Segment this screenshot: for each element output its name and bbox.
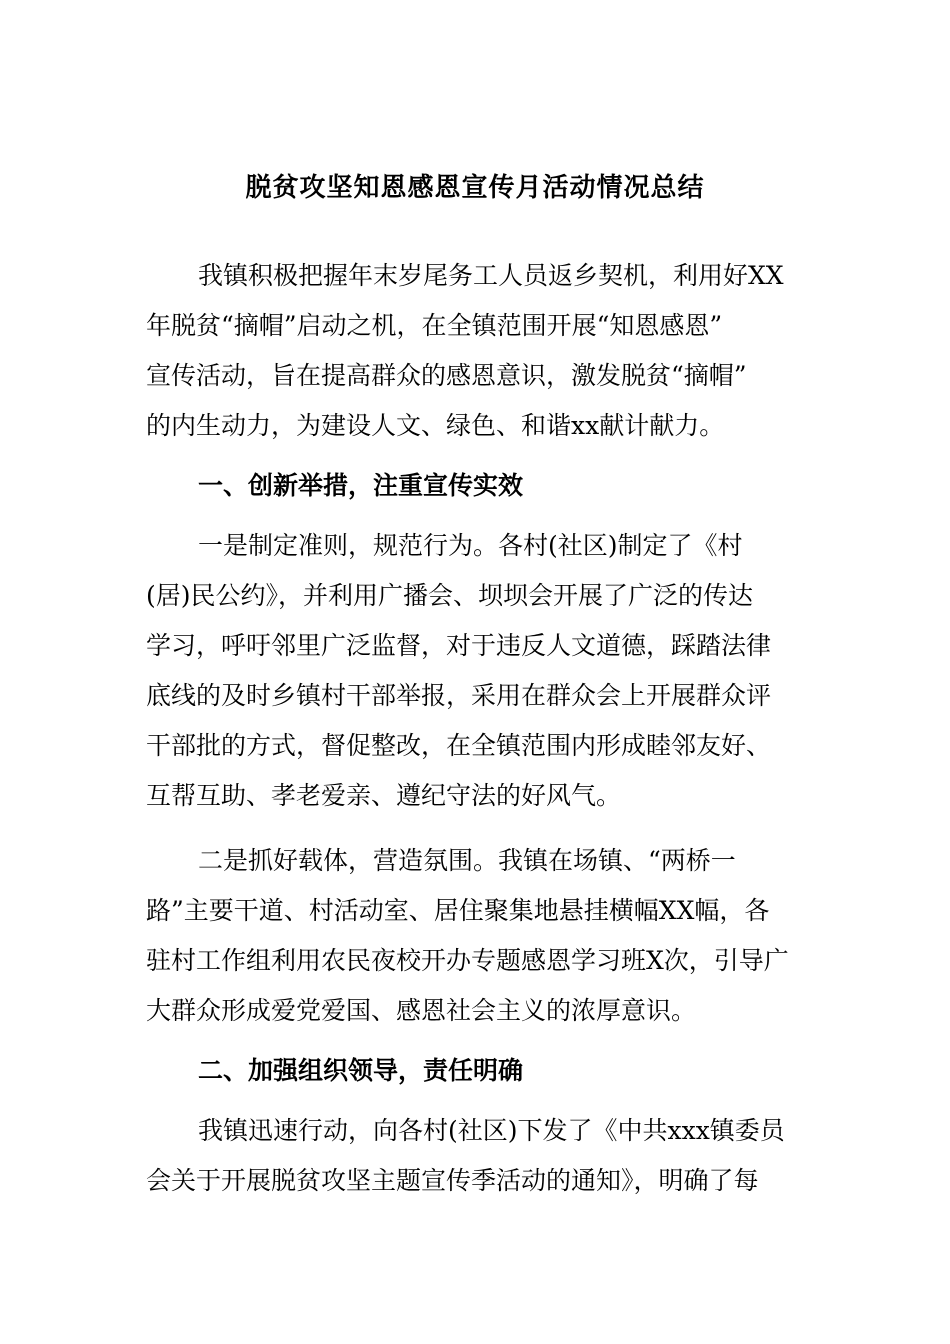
paragraph-line: 年脱贫“摘帽”启动之机，在全镇范围开展“知恩感恩” (146, 311, 723, 340)
paragraph-line: 一是制定准则，规范行为。各村(社区)制定了《村 (198, 531, 743, 560)
paragraph-line: 干部批的方式，督促整改，在全镇范围内形成睦邻友好、 (146, 731, 772, 760)
paragraph-line: 互帮互助、孝老爱亲、遵纪守法的好风气。 (146, 781, 622, 810)
paragraph-line: 驻村工作组利用农民夜校开办专题感恩学习班X次，引导广 (146, 946, 789, 975)
paragraph-line: 的内生动力，为建设人文、绿色、和谐xx献计献力。 (146, 411, 725, 440)
paragraph-line: 二是抓好载体，营造氛围。我镇在场镇、“两桥一 (198, 846, 736, 875)
document-title: 脱贫攻坚知恩感恩宣传月活动情况总结 (245, 173, 705, 203)
paragraph-line: 底线的及时乡镇村干部举报，采用在群众会上开展群众评 (146, 681, 772, 710)
paragraph-line: 会关于开展脱贫攻坚主题宣传季活动的通知》，明确了每 (146, 1166, 759, 1195)
paragraph-line: 我镇迅速行动，向各村(社区)下发了《中共xxx镇委员 (198, 1116, 785, 1145)
paragraph-line: 路”主要干道、村活动室、居住聚集地悬挂横幅XX幅，各 (146, 896, 770, 925)
paragraph-line: (居)民公约》，并利用广播会、坝坝会开展了广泛的传达 (146, 581, 754, 610)
paragraph-line: 学习，呼吁邻里广泛监督，对于违反人文道德，踩踏法律 (146, 631, 772, 660)
paragraph-line: 我镇积极把握年末岁尾务工人员返乡契机，利用好XX (198, 261, 784, 290)
section-heading: 二、加强组织领导，责任明确 (198, 1056, 524, 1085)
paragraph-line: 宣传活动，旨在提高群众的感恩意识，激发脱贫“摘帽” (146, 361, 747, 390)
paragraph-line: 大群众形成爱党爱国、感恩社会主义的浓厚意识。 (146, 996, 697, 1025)
section-heading: 一、创新举措，注重宣传实效 (198, 471, 524, 500)
